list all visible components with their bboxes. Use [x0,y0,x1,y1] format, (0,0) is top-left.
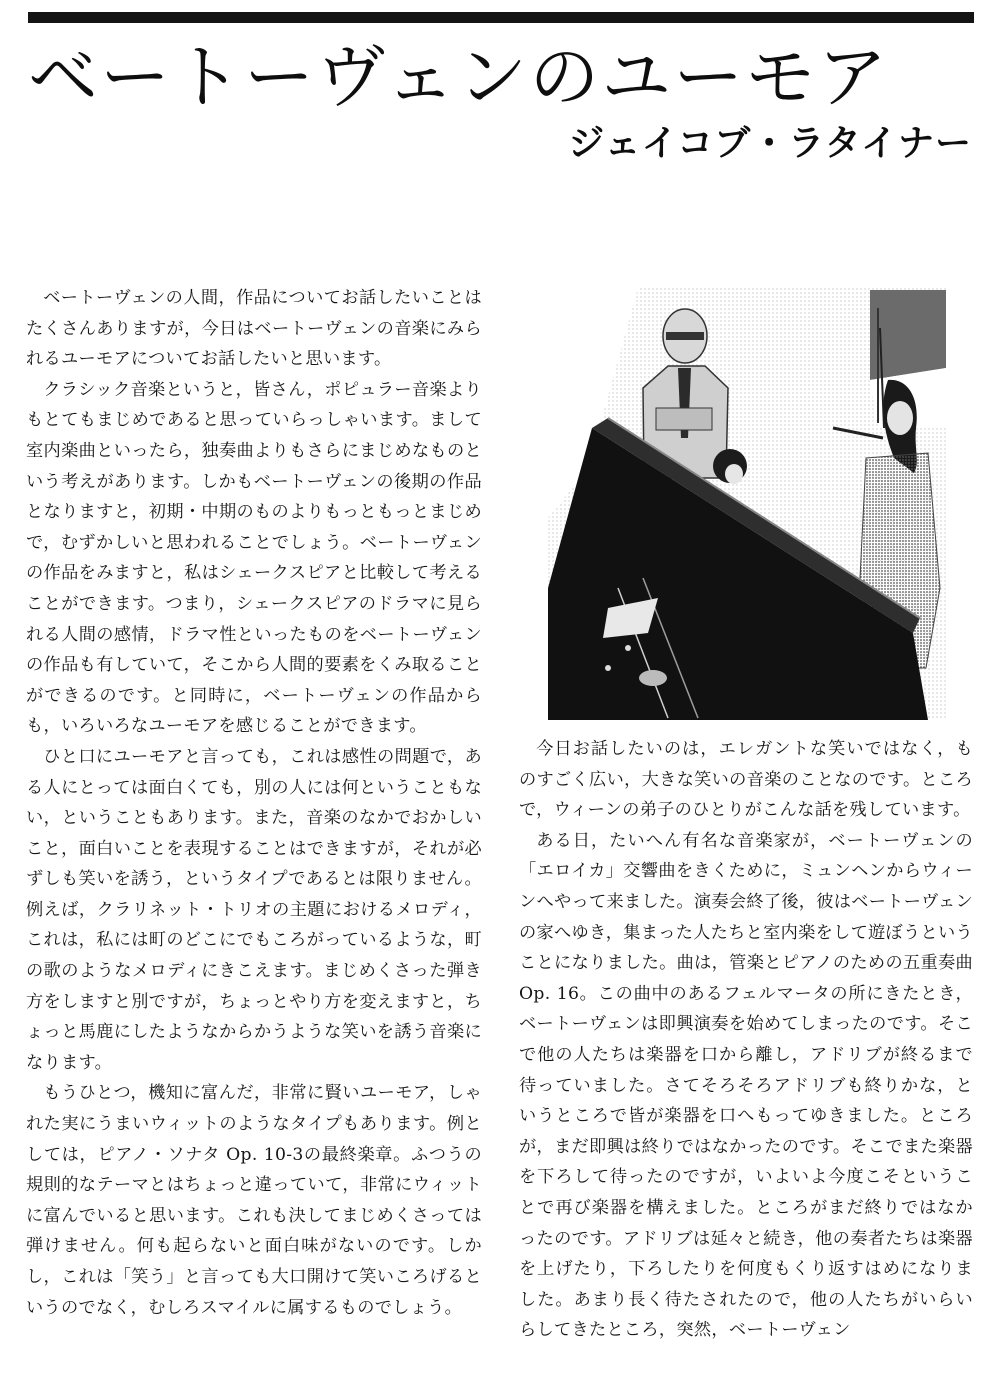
article-title: ベートーヴェンのユーモア [28,36,890,118]
paragraph: ベートーヴェンの人間，作品についてお話したいことはたくさんありますが，今日はベートーヴェンの音楽にみられるユーモアについてお話したいと思います。 [26,288,482,370]
paragraph: ひと口にユーモアと言っても，これは感性の問題で，ある人にとっては面白くても，別の人には何ということもない，ということもあります。また，音楽のなかでおかしいこと，面白いことを表現することはできますが，それが必ずしも笑いを誘う，というタイプであるとは限りません。例えば，クラリネット・トリオの主題におけるメロディ，これは，私には町のどこにでもころがっているような，町の歌のようなメロディにきこえます。まじめくさった弾き方をしますと別ですが，ちょっとやり方を変えますと，ちょっと馬鹿にしたようなからかうような笑いを誘う音楽になります。 [26,746,482,1073]
right-column [519,734,973,1346]
piano-performance-photo [548,288,946,720]
top-rule [28,12,974,23]
author-name: ジェイコブ・ラタイナー [568,123,972,164]
photo-illustration [548,288,946,720]
paragraph: ある日，たいへん有名な音楽家が，ベートーヴェンの「エロイカ」交響曲をきくために，ミュンヘンからウィーンへやって来ました。演奏会終了後，彼はベートーヴェンの家へゆき，集まった人たちと室内楽をして遊ぼうということになりました。曲は，管楽とピアノのための五重奏曲 Op. 16。この曲中のあるフェルマータの所にきたとき，ベートーヴェンは即興演奏を始めてしまったのです。そこで他の人たちは楽器を口から離し，アドリブが終るまで待っていました。さてそろそろアドリブも終りかな，というところで皆が楽器を口へもってゆきました。ところが，まだ即興は終りではなかったのです。そこでまた楽器を下ろして待ったのですが，いよいよ今度こそということで再び楽器を構えました。ところがまだ終りではなかったのです。アドリブは延々と続き，他の奏者たちは楽器を上げたり，下ろしたりを何度もくり返すはめになりました。あまり長く待たされたので，他の人たちがいらいらしてきたところ，突然，ベートーヴェン [519,830,973,1341]
paragraph: 今日お話したいのは，エレガントな笑いではなく，ものすごく広い，大きな笑いの音楽のことなのです。ところで，ウィーンの弟子のひとりがこんな話を残しています。 [519,739,973,821]
paragraph: クラシック音楽というと，皆さん，ポピュラー音楽よりもとてもまじめであると思っていらっしゃいます。まして室内楽曲といったら，独奏曲よりもさらにまじめなものという考えがあります。しかもベートーヴェンの後期の作品となりますと，初期・中期のものよりもっともっとまじめで，むずかしいと思われることでしょう。ベートーヴェンの作品をみますと，私はシェークスピアと比較して考えることができます。つまり，シェークスピアのドラマに見られる人間の感情，ドラマ性といったものをベートーヴェンの作品も有していて，そこから人間的要素をくみ取ることができるのです。と同時に，ベートーヴェンの作品からも，いろいろなユーモアを感じることができます。 [26,379,482,737]
paragraph: もうひとつ，機知に富んだ，非常に賢いユーモア，しゃれた実にうまいウィットのようなタイプもあります。例としては，ピアノ・ソナタ Op. 10-3の最終楽章。ふつうの規則的なテーマとはちょっと違っていて，非常にウィットに富んでいると思います。これも決してまじめくさっては弾けません。何も起らないと面白味がないのです。しかし，これは「笑う」と言っても大口開けて笑いころげるというのでなく，むしろスマイルに属するものでしょう。 [26,1083,482,1318]
left-column [26,283,482,1323]
